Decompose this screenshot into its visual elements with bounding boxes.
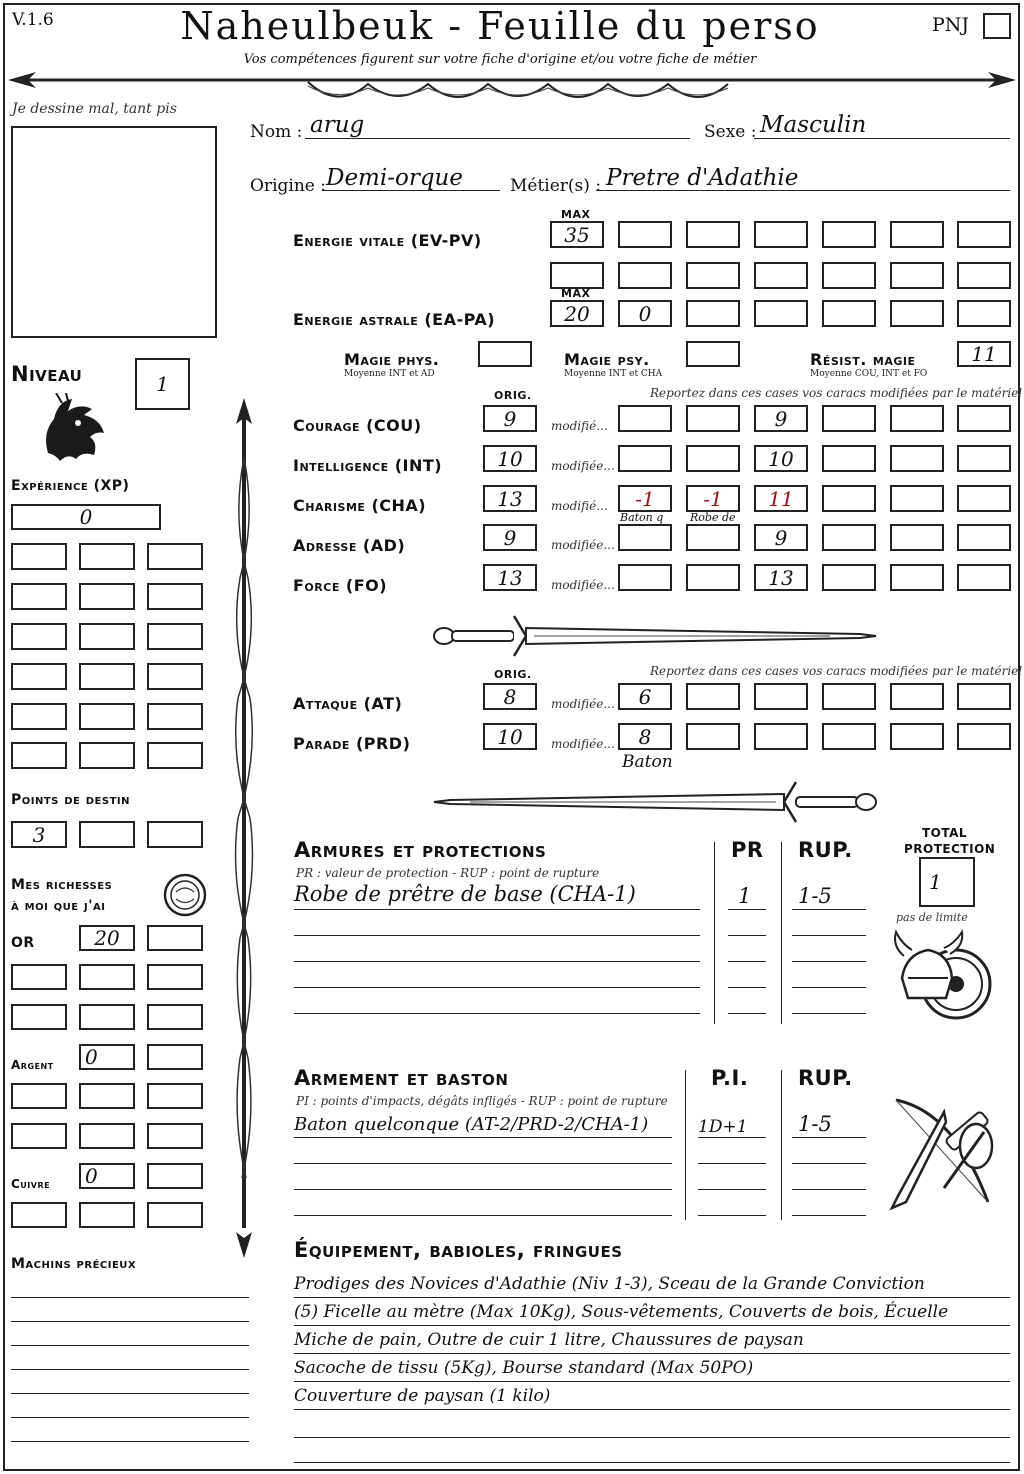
magie-psy-sub: Moyenne INT et CHA <box>564 369 663 379</box>
arme-rup-line[interactable] <box>792 1137 866 1138</box>
orig-label: ORIG. <box>494 668 532 681</box>
machins-line[interactable] <box>11 1297 249 1298</box>
modifiee-label: modifiée... <box>551 578 615 592</box>
int-final-box[interactable]: 10 <box>754 445 808 472</box>
cou-mod-box[interactable] <box>957 405 1011 432</box>
cha-orig-box[interactable]: 13 <box>483 485 537 512</box>
cuivre-box[interactable]: 0 <box>79 1163 135 1189</box>
equipement-rule[interactable] <box>294 1437 1010 1438</box>
ev-box[interactable] <box>754 262 808 289</box>
at-orig-box[interactable]: 8 <box>483 683 537 710</box>
or-label: OR <box>11 935 35 951</box>
xp-grid-box[interactable] <box>79 583 135 610</box>
version-label: V.1.6 <box>12 10 54 30</box>
armure-rup-line[interactable] <box>792 909 866 910</box>
cha-label: Charisme (CHA) <box>293 496 427 515</box>
prd-mod-box[interactable]: 8 <box>618 723 672 750</box>
magie-phys-box[interactable] <box>478 341 532 367</box>
at-mod-box[interactable] <box>754 683 808 710</box>
total-protection-label: TOTAL <box>922 826 968 840</box>
coin-icon <box>162 872 208 918</box>
sexe-line <box>754 138 1010 139</box>
equipement-line[interactable]: Prodiges des Novices d'Adathie (Niv 1-3), Sceau de la Grande Conviction <box>294 1274 925 1294</box>
nom-label: Nom : <box>250 122 303 142</box>
armures-divider <box>781 842 782 1024</box>
cou-label: Courage (COU) <box>293 416 422 435</box>
cou-mod-box[interactable] <box>686 405 740 432</box>
pnj-checkbox[interactable] <box>983 13 1011 39</box>
equipement-rule <box>294 1381 1010 1382</box>
cou-orig-box[interactable]: 9 <box>483 405 537 432</box>
armure-pr-line[interactable] <box>728 1013 766 1014</box>
arme-line[interactable] <box>294 1189 672 1190</box>
armure-rup-line[interactable] <box>792 987 866 988</box>
xp-grid-box[interactable] <box>11 703 67 730</box>
cou-mod-box[interactable] <box>618 405 672 432</box>
prd-mod-box[interactable] <box>890 723 944 750</box>
destin-box[interactable] <box>147 821 203 848</box>
xp-grid-box[interactable] <box>147 663 203 690</box>
arme-rup-line[interactable] <box>792 1189 866 1190</box>
richesses-label: Mes richesses <box>11 877 113 893</box>
xp-grid-box[interactable] <box>79 663 135 690</box>
equipement-rule <box>294 1409 1010 1410</box>
int-mod-box[interactable] <box>890 445 944 472</box>
machins-label: Machins précieux <box>11 1256 137 1272</box>
cha-mod-box[interactable]: -1 <box>618 485 672 512</box>
ad-orig-box[interactable]: 9 <box>483 524 537 551</box>
sheet-title: Naheulbeuk - Feuille du perso <box>180 4 820 48</box>
int-mod-box[interactable] <box>618 445 672 472</box>
total-protection-box[interactable]: 1 <box>919 857 975 907</box>
prd-label: Parade (PRD) <box>293 734 411 753</box>
armure-pr[interactable]: 1 <box>738 884 752 908</box>
dragon-head-icon <box>38 393 108 465</box>
cuivre-box[interactable] <box>79 1202 135 1228</box>
armure-rup-line[interactable] <box>792 935 866 936</box>
prd-mod-box[interactable] <box>686 723 740 750</box>
niveau-box[interactable]: 1 <box>135 358 190 410</box>
arme-pi-line[interactable] <box>698 1215 766 1216</box>
destin-box[interactable]: 3 <box>11 821 67 848</box>
equipement-line[interactable]: Couverture de paysan (1 kilo) <box>294 1386 551 1406</box>
cha-final-box[interactable]: 11 <box>754 485 808 512</box>
sword-icon <box>430 612 880 660</box>
ev-box[interactable] <box>686 262 740 289</box>
ev-box[interactable] <box>890 262 944 289</box>
argent-box[interactable] <box>11 1083 67 1109</box>
armure-rup-line[interactable] <box>792 1013 866 1014</box>
fo-mod-box[interactable] <box>890 564 944 591</box>
report-note: Reportez dans ces cases vos caracs modifiées par le matériel <box>650 386 1023 400</box>
portrait-box[interactable] <box>11 126 217 338</box>
nom-value[interactable]: arug <box>310 112 365 138</box>
ea-box[interactable] <box>822 300 876 327</box>
arme-pi-line[interactable] <box>698 1189 766 1190</box>
or-box[interactable] <box>147 925 203 951</box>
machins-line[interactable] <box>11 1441 249 1442</box>
cou-final-box[interactable]: 9 <box>754 405 808 432</box>
fo-mod-box[interactable] <box>686 564 740 591</box>
ev-box[interactable] <box>822 262 876 289</box>
xp-grid-box[interactable] <box>11 543 67 570</box>
cha-mod-box[interactable]: -1 <box>686 485 740 512</box>
armement-pi-label: P.I. <box>711 1066 749 1090</box>
armure-pr-line[interactable] <box>728 987 766 988</box>
ad-mod-box[interactable] <box>618 524 672 551</box>
int-mod-box[interactable] <box>686 445 740 472</box>
metier-label: Métier(s) : <box>510 176 602 196</box>
argent-box[interactable] <box>147 1044 203 1070</box>
magie-phys-sub: Moyenne INT et AD <box>344 369 435 379</box>
or-box[interactable] <box>11 964 67 990</box>
int-mod-box[interactable] <box>957 445 1011 472</box>
int-mod-box[interactable] <box>822 445 876 472</box>
ev-box[interactable] <box>618 221 672 248</box>
cuivre-label: Cuivre <box>11 1177 51 1191</box>
fo-final-box[interactable]: 13 <box>754 564 808 591</box>
or-box[interactable] <box>79 1004 135 1030</box>
ev-box[interactable] <box>957 221 1011 248</box>
xp-box[interactable]: 0 <box>11 504 161 530</box>
ea-box[interactable]: 0 <box>618 300 672 327</box>
helmet-shield-icon <box>888 926 998 1026</box>
or-box[interactable]: 20 <box>79 925 135 951</box>
ev-max-label: MAX <box>561 208 591 221</box>
xp-grid-box[interactable] <box>79 703 135 730</box>
armure-pr-line[interactable] <box>728 961 766 962</box>
modifiee-label: modifiée... <box>551 737 615 751</box>
sheet-subtitle: Vos compétences figurent sur votre fiche d'origine et/ou votre fiche de métier <box>243 52 757 67</box>
armures-pr-label: PR <box>731 838 764 862</box>
at-mod-box[interactable]: 6 <box>618 683 672 710</box>
or-box[interactable] <box>79 964 135 990</box>
ad-mod-box[interactable] <box>686 524 740 551</box>
argent-box[interactable] <box>79 1083 135 1109</box>
armement-divider <box>781 1070 782 1220</box>
armure-line[interactable] <box>294 909 700 910</box>
armures-sub: PR : valeur de protection - RUP : point de rupture <box>296 866 600 880</box>
modifie-label: modifié... <box>551 499 608 513</box>
fo-orig-box[interactable]: 13 <box>483 564 537 591</box>
ev-box[interactable] <box>686 221 740 248</box>
cha-mod-note: Robe de <box>690 511 736 524</box>
armures-divider <box>714 842 715 1024</box>
arme-pi-line[interactable] <box>698 1163 766 1164</box>
armure-item[interactable]: Robe de prêtre de base (CHA-1) <box>294 882 636 906</box>
armure-pr-line[interactable] <box>728 909 766 910</box>
arme-line[interactable] <box>294 1137 672 1138</box>
ea-box[interactable] <box>754 300 808 327</box>
ev-box[interactable] <box>890 221 944 248</box>
arme-line[interactable] <box>294 1163 672 1164</box>
xp-grid-box[interactable] <box>11 583 67 610</box>
ea-box[interactable] <box>686 300 740 327</box>
richesses-label-2: à moi que j'ai <box>11 898 106 914</box>
cha-mod-box[interactable] <box>957 485 1011 512</box>
pnj-label: PNJ <box>932 14 970 36</box>
argent-label: Argent <box>11 1058 54 1072</box>
xp-grid-box[interactable] <box>79 623 135 650</box>
equipement-line[interactable]: (5) Ficelle au mètre (Max 10Kg), Sous-vêtements, Couverts de bois, Écuelle <box>294 1302 949 1322</box>
arme-pi[interactable]: 1D+1 <box>698 1117 748 1137</box>
argent-box[interactable] <box>147 1083 203 1109</box>
cuivre-box[interactable] <box>147 1163 203 1189</box>
at-mod-box[interactable] <box>957 683 1011 710</box>
crossed-weapons-icon <box>884 1092 1002 1218</box>
resist-magie-sub: Moyenne COU, INT et FO <box>810 369 928 379</box>
ev-box[interactable] <box>754 221 808 248</box>
cou-mod-box[interactable] <box>890 405 944 432</box>
armure-line[interactable] <box>294 1013 700 1014</box>
machins-line[interactable] <box>11 1417 249 1418</box>
spear-ornament <box>228 398 260 1258</box>
int-orig-box[interactable]: 10 <box>483 445 537 472</box>
cha-mod-box[interactable] <box>822 485 876 512</box>
ad-mod-box[interactable] <box>890 524 944 551</box>
ev-box[interactable] <box>822 221 876 248</box>
arme-rup[interactable]: 1-5 <box>798 1112 832 1136</box>
destin-box[interactable] <box>79 821 135 848</box>
machins-line[interactable] <box>11 1369 249 1370</box>
prd-mod-box[interactable] <box>822 723 876 750</box>
cou-mod-box[interactable] <box>822 405 876 432</box>
prd-mod-note: Baton <box>622 752 673 772</box>
argent-box[interactable] <box>11 1123 67 1149</box>
armure-line[interactable] <box>294 935 700 936</box>
ad-mod-box[interactable] <box>822 524 876 551</box>
armement-rup-label: RUP. <box>798 1066 853 1090</box>
portrait-caption: Je dessine mal, tant pis <box>12 101 177 117</box>
sword-icon <box>430 778 880 826</box>
orig-label: ORIG. <box>494 389 532 402</box>
xp-label: Expérience (XP) <box>11 478 130 494</box>
xp-grid-box[interactable] <box>147 742 203 769</box>
ea-max-box[interactable]: 20 <box>550 300 604 327</box>
xp-grid-box[interactable] <box>11 663 67 690</box>
at-mod-box[interactable] <box>822 683 876 710</box>
total-protection-label-2: PROTECTION <box>904 842 996 856</box>
modifiee-label: modifiée... <box>551 459 615 473</box>
equipement-line[interactable]: Sacoche de tissu (5Kg), Bourse standard (Max 50PO) <box>294 1358 754 1378</box>
arme-rup-line[interactable] <box>792 1215 866 1216</box>
xp-grid-box[interactable] <box>11 623 67 650</box>
prd-mod-box[interactable] <box>754 723 808 750</box>
armures-title: Armures et protections <box>294 838 547 862</box>
prd-mod-box[interactable] <box>957 723 1011 750</box>
resist-magie-label: Résist. magie <box>810 350 916 369</box>
ad-final-box[interactable]: 9 <box>754 524 808 551</box>
arme-rup-line[interactable] <box>792 1163 866 1164</box>
cuivre-box[interactable] <box>11 1202 67 1228</box>
armement-title: Armement et baston <box>294 1066 509 1090</box>
equipement-rule[interactable] <box>294 1462 1010 1463</box>
armure-line[interactable] <box>294 961 700 962</box>
destin-label: Points de destin <box>11 792 130 808</box>
or-box[interactable] <box>147 964 203 990</box>
xp-grid-box[interactable] <box>147 623 203 650</box>
nom-line <box>305 138 690 139</box>
at-mod-box[interactable] <box>686 683 740 710</box>
armure-pr-line[interactable] <box>728 935 766 936</box>
total-protection-note: pas de limite <box>896 911 968 924</box>
fo-mod-box[interactable] <box>957 564 1011 591</box>
machins-line[interactable] <box>11 1321 249 1322</box>
resist-magie-box[interactable]: 11 <box>957 341 1011 367</box>
magie-psy-box[interactable] <box>686 341 740 367</box>
ea-max-label: MAX <box>561 287 591 300</box>
ea-box[interactable] <box>957 300 1011 327</box>
ea-box[interactable] <box>890 300 944 327</box>
at-mod-box[interactable] <box>890 683 944 710</box>
modifiee-label: modifiée... <box>551 538 615 552</box>
magie-phys-label: Magie phys. <box>344 350 440 369</box>
or-box[interactable] <box>11 1004 67 1030</box>
cha-mod-note: Baton q <box>620 511 664 524</box>
xp-grid-box[interactable] <box>79 543 135 570</box>
armures-rup-label: RUP. <box>798 838 853 862</box>
xp-grid-box[interactable] <box>147 703 203 730</box>
origine-value[interactable]: Demi-orque <box>326 165 463 191</box>
equipement-title: Équipement, babioles, fringues <box>294 1238 623 1262</box>
origine-label: Origine : <box>250 176 326 196</box>
armure-rup-line[interactable] <box>792 961 866 962</box>
ev-box[interactable] <box>957 262 1011 289</box>
arme-line[interactable] <box>294 1215 672 1216</box>
argent-box[interactable] <box>147 1123 203 1149</box>
xp-grid-box[interactable] <box>147 543 203 570</box>
ev-box[interactable] <box>550 262 604 289</box>
niveau-label: Niveau <box>11 362 83 386</box>
at-label: Attaque (AT) <box>293 694 403 713</box>
ad-mod-box[interactable] <box>957 524 1011 551</box>
armure-line[interactable] <box>294 987 700 988</box>
magie-psy-label: Magie psy. <box>564 350 650 369</box>
xp-grid-box[interactable] <box>79 742 135 769</box>
or-box[interactable] <box>147 1004 203 1030</box>
equipement-line[interactable]: Miche de pain, Outre de cuir 1 litre, Chaussures de paysan <box>294 1330 804 1350</box>
ea-label: Energie astrale (EA-PA) <box>293 310 496 329</box>
cha-mod-box[interactable] <box>890 485 944 512</box>
arme-item[interactable]: Baton quelconque (AT-2/PRD-2/CHA-1) <box>294 1114 649 1135</box>
equipement-rule <box>294 1353 1010 1354</box>
sexe-value[interactable]: Masculin <box>760 112 867 138</box>
equipement-rule <box>294 1297 1010 1298</box>
machins-line[interactable] <box>11 1393 249 1394</box>
equipement-rule <box>294 1325 1010 1326</box>
modifie-label: modifié... <box>551 419 608 433</box>
argent-box[interactable] <box>79 1123 135 1149</box>
xp-grid-box[interactable] <box>11 742 67 769</box>
ev-max-box[interactable]: 35 <box>550 221 604 248</box>
machins-line[interactable] <box>11 1345 249 1346</box>
armure-rup[interactable]: 1-5 <box>798 884 832 908</box>
ad-label: Adresse (AD) <box>293 536 406 555</box>
modifiee-label: modifiée... <box>551 697 615 711</box>
metier-value[interactable]: Pretre d'Adathie <box>606 165 799 191</box>
prd-orig-box[interactable]: 10 <box>483 723 537 750</box>
fo-mod-box[interactable] <box>822 564 876 591</box>
fo-label: Force (FO) <box>293 576 388 595</box>
report-note: Reportez dans ces cases vos caracs modifiées par le matériel <box>650 664 1023 678</box>
cuivre-box[interactable] <box>147 1202 203 1228</box>
arme-pi-line[interactable] <box>698 1137 766 1138</box>
argent-box[interactable]: 0 <box>79 1044 135 1070</box>
int-label: Intelligence (INT) <box>293 456 443 475</box>
fo-mod-box[interactable] <box>618 564 672 591</box>
sexe-label: Sexe : <box>704 122 757 142</box>
ev-label: Energie vitale (EV-PV) <box>293 231 482 250</box>
xp-grid-box[interactable] <box>147 583 203 610</box>
ev-box[interactable] <box>618 262 672 289</box>
armement-sub: PI : points d'impacts, dégâts infligés - RUP : point de rupture <box>296 1094 668 1108</box>
armement-divider <box>685 1070 686 1220</box>
